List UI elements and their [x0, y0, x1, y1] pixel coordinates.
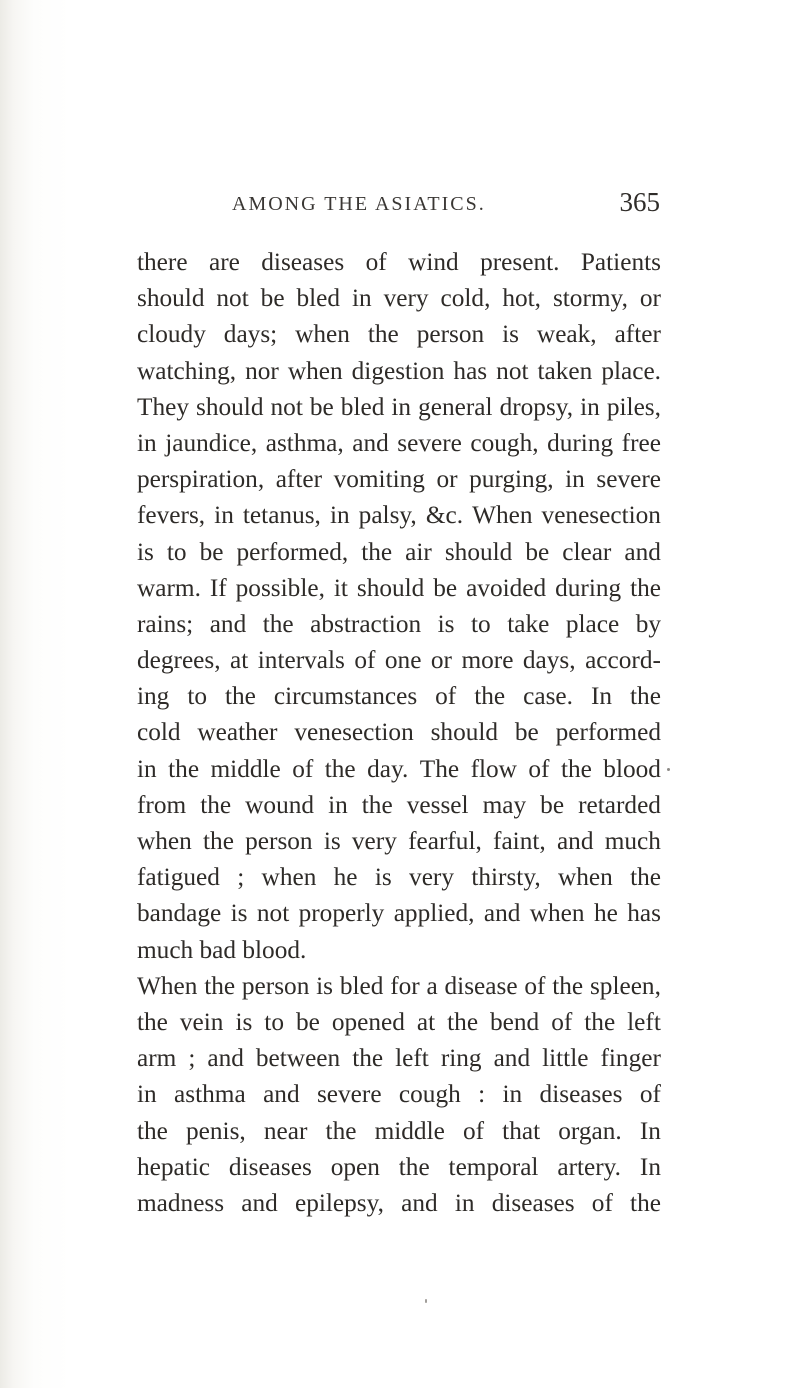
text-line — [137, 280, 661, 316]
word: properly — [298, 899, 385, 928]
word: when — [557, 863, 613, 892]
word: in — [391, 392, 412, 421]
word: If — [209, 573, 227, 602]
word: by — [635, 609, 661, 638]
word: wound — [245, 790, 315, 819]
word: left — [627, 1007, 661, 1036]
word: the — [398, 1152, 430, 1181]
word: for — [390, 971, 420, 1000]
word: applied, — [393, 899, 475, 928]
word: taken — [537, 356, 593, 385]
word: and — [493, 1044, 531, 1073]
word: nor — [245, 356, 279, 385]
word: retarded — [578, 790, 661, 819]
paper-speck — [425, 1299, 427, 1303]
word: in — [214, 501, 234, 530]
word: air — [405, 537, 432, 566]
word: In — [590, 682, 613, 711]
text-line — [137, 461, 661, 497]
word: the — [262, 609, 294, 638]
word: diseases — [491, 1188, 575, 1217]
word: cold — [137, 718, 181, 747]
word: performed — [555, 718, 661, 747]
word: middle — [210, 754, 281, 783]
word: and — [352, 428, 389, 457]
word: more — [461, 646, 514, 675]
word: is — [437, 609, 455, 638]
word: They — [137, 392, 189, 421]
text-line — [137, 1149, 661, 1185]
word: and — [483, 899, 521, 928]
word: of — [365, 248, 387, 276]
text-line — [137, 1185, 661, 1221]
word: should — [196, 392, 264, 421]
word: to — [166, 537, 187, 566]
text-line — [137, 353, 661, 389]
word: penis, — [186, 1116, 246, 1145]
text-line — [137, 497, 661, 533]
word: hepatic — [137, 1152, 211, 1181]
word: avoided — [466, 573, 547, 602]
word: weather — [197, 718, 278, 747]
word: the — [552, 971, 584, 1000]
word: and — [556, 827, 594, 855]
word: to — [264, 1007, 284, 1036]
word: and — [401, 1188, 438, 1217]
word: during — [547, 428, 614, 457]
word: middle — [374, 1116, 445, 1145]
word: circumstances — [273, 682, 418, 711]
word: and — [207, 1044, 244, 1073]
word: is — [323, 827, 341, 855]
text-line — [137, 1076, 661, 1112]
text-line — [137, 714, 661, 750]
word: is — [230, 899, 248, 928]
word: bled — [296, 284, 341, 313]
word: be — [295, 1007, 320, 1036]
paper-speck — [667, 768, 670, 771]
word: not — [270, 392, 303, 421]
word: purging, — [469, 465, 554, 494]
text-line — [137, 787, 661, 823]
word: and — [209, 609, 247, 638]
text-line — [137, 1040, 661, 1076]
word: during — [555, 573, 622, 602]
word: madness — [137, 1188, 225, 1217]
word: days, — [522, 646, 576, 675]
word: arm — [137, 1044, 177, 1073]
word: venesection — [541, 501, 661, 530]
word: place — [565, 609, 620, 638]
word: diseases — [261, 248, 345, 276]
word: after — [614, 320, 661, 349]
word: open — [330, 1152, 380, 1181]
word: severe — [397, 428, 462, 457]
word: vomiting — [333, 465, 425, 494]
word: jaundice, — [165, 428, 258, 457]
word: when — [529, 899, 585, 928]
text-line — [137, 642, 661, 678]
text-line — [137, 316, 661, 352]
word: of — [551, 1007, 573, 1036]
word: day. — [367, 754, 409, 783]
word: Patients — [580, 248, 661, 276]
word: disease — [444, 971, 518, 1000]
text-line — [137, 678, 661, 714]
word: in — [137, 754, 157, 783]
word: be — [260, 284, 285, 313]
text-line — [137, 859, 661, 895]
word: be — [433, 573, 458, 602]
word: severe — [316, 1080, 382, 1109]
word: may — [482, 790, 527, 819]
word: the — [200, 790, 232, 819]
word: that — [502, 1116, 541, 1145]
word: the — [224, 682, 256, 711]
word: vein — [179, 1007, 224, 1036]
word: ing — [137, 682, 170, 711]
word: bandage — [137, 899, 222, 928]
word: days; — [223, 320, 278, 349]
word: is — [502, 320, 519, 349]
word: very — [351, 827, 397, 855]
word: the — [203, 827, 234, 855]
word: cough, — [470, 428, 539, 457]
text-line — [137, 932, 661, 968]
word: of — [435, 682, 457, 711]
word: he — [593, 899, 618, 928]
word: person — [241, 971, 310, 1000]
word: not — [216, 284, 249, 313]
word: clear — [562, 537, 612, 566]
word: abstraction — [310, 609, 422, 638]
word: possible, — [235, 573, 325, 602]
word: The — [419, 754, 460, 783]
word: is — [137, 537, 154, 566]
text-line — [137, 425, 661, 461]
word: &c. — [425, 501, 464, 530]
word: has — [453, 356, 488, 385]
word: general — [418, 392, 493, 421]
word: the — [630, 863, 661, 892]
word: or — [436, 465, 458, 494]
word: of — [354, 646, 376, 675]
word: vessel — [406, 790, 469, 819]
word: after — [275, 465, 323, 494]
word: is — [374, 863, 392, 892]
word: the — [168, 754, 200, 783]
word: be — [199, 537, 224, 566]
text-line — [137, 1004, 661, 1040]
word: the — [474, 682, 506, 711]
word: cloudy — [137, 320, 206, 349]
word: the — [584, 1007, 616, 1036]
word: When — [137, 971, 198, 1000]
word: when — [295, 320, 350, 349]
word: of — [528, 754, 550, 783]
word: one — [384, 646, 422, 675]
word: of — [292, 754, 314, 783]
word: organ. — [558, 1116, 622, 1145]
word: in — [352, 284, 372, 313]
word: wind — [408, 248, 459, 276]
word: the — [352, 1044, 384, 1073]
word: in — [454, 1188, 475, 1217]
running-title: AMONG THE ASIATICS. — [232, 193, 486, 215]
word: finger — [600, 1044, 661, 1073]
word: When — [472, 501, 533, 530]
word: bled — [339, 971, 384, 1000]
word: not — [256, 899, 290, 928]
word: the — [325, 1116, 357, 1145]
word: is — [235, 1007, 253, 1036]
word: in — [580, 392, 600, 421]
word: when — [261, 863, 317, 892]
word: severe — [596, 465, 661, 494]
text-line — [137, 244, 661, 280]
word: and — [624, 537, 661, 566]
word: in — [502, 1080, 523, 1109]
word: the — [137, 1116, 168, 1145]
word: accord- — [585, 646, 661, 675]
word: weak, — [536, 320, 597, 349]
text-line — [137, 534, 661, 570]
word: asthma, — [265, 428, 344, 457]
word: cough — [398, 1080, 461, 1109]
word: watching, — [137, 356, 237, 385]
word: blood — [603, 754, 661, 783]
word: very — [383, 284, 429, 313]
word: should — [444, 537, 513, 566]
word: it — [333, 573, 348, 602]
word: from — [137, 790, 187, 819]
word: to — [187, 682, 207, 711]
word: the — [630, 1188, 661, 1217]
text-line — [137, 389, 661, 425]
word: at — [416, 1007, 436, 1036]
word: be — [514, 718, 539, 747]
word: fatigued — [137, 863, 220, 892]
word: ; — [237, 863, 245, 892]
word: the — [204, 971, 236, 1000]
word: the — [560, 754, 592, 783]
word: free — [621, 428, 661, 457]
text-line — [137, 968, 661, 1004]
word: take — [507, 609, 550, 638]
word: not — [496, 356, 529, 385]
word: place. — [601, 356, 661, 385]
word: in — [328, 790, 348, 819]
word: stormy, — [552, 284, 628, 313]
word: of — [591, 1188, 613, 1217]
word: the — [361, 537, 393, 566]
word: person — [416, 320, 485, 349]
word: or — [430, 646, 452, 675]
word: fearful, — [408, 827, 482, 855]
word: asthma — [174, 1080, 246, 1109]
word: spleen, — [589, 971, 661, 1000]
word: present. — [480, 248, 560, 276]
word: little — [542, 1044, 589, 1073]
word: performed, — [236, 537, 349, 566]
word: in — [137, 1080, 157, 1109]
word: rains; — [137, 609, 194, 638]
word: when — [287, 356, 343, 385]
word: perspiration, — [137, 465, 265, 494]
word: or — [639, 284, 661, 313]
word: temporal — [448, 1152, 539, 1181]
word: degrees, — [137, 646, 221, 675]
word: very — [409, 863, 454, 892]
word: a — [426, 971, 438, 1000]
word: of — [462, 1116, 485, 1145]
word: intervals — [257, 646, 345, 675]
word: of — [639, 1080, 661, 1109]
word: near — [263, 1116, 308, 1145]
word: faint, — [493, 827, 546, 855]
word: piles, — [606, 392, 661, 421]
word: ring — [440, 1044, 482, 1073]
word: bend — [490, 1007, 540, 1036]
word: has — [627, 899, 661, 928]
word: and — [241, 1188, 278, 1217]
word: diseases — [228, 1152, 312, 1181]
word: fevers, — [137, 501, 206, 530]
text-line — [137, 895, 661, 931]
word: diseases — [539, 1080, 623, 1109]
word: warm. — [137, 573, 201, 602]
page-number: 365 — [619, 187, 660, 217]
word: left — [395, 1044, 429, 1073]
text-line-content: much bad blood. — [137, 935, 307, 964]
word: there — [137, 248, 188, 276]
word: bled — [340, 392, 385, 421]
word: be — [540, 790, 565, 819]
word: In — [639, 1116, 661, 1145]
word: should — [137, 284, 205, 313]
word: the — [361, 790, 393, 819]
word: digestion — [351, 356, 445, 385]
word: should — [356, 573, 425, 602]
word: the — [324, 754, 356, 783]
text-line — [137, 823, 661, 859]
word: cold, — [440, 284, 491, 313]
word: hot, — [502, 284, 541, 313]
word: thirsty, — [471, 863, 541, 892]
word: venesection — [294, 718, 414, 747]
word: be — [525, 537, 550, 566]
word: person — [245, 827, 313, 855]
word: flow — [470, 754, 517, 783]
word: in — [329, 501, 350, 530]
word: at — [230, 646, 249, 675]
text-line — [137, 751, 661, 787]
word: case. — [523, 682, 573, 711]
word: in — [565, 465, 585, 494]
word: tetanus, — [242, 501, 321, 530]
word: to — [471, 609, 491, 638]
word: the — [630, 682, 661, 711]
word: epilepsy, — [295, 1188, 384, 1217]
body-text — [137, 244, 661, 1221]
word: : — [478, 1080, 486, 1109]
word: between — [255, 1044, 341, 1073]
word: artery. — [557, 1152, 622, 1181]
text-line — [137, 570, 661, 606]
word: he — [333, 863, 358, 892]
word: the — [367, 320, 399, 349]
word: in — [137, 428, 157, 457]
word: In — [639, 1152, 661, 1181]
running-head — [232, 187, 660, 227]
word: are — [208, 248, 240, 276]
text-line — [137, 606, 661, 642]
word: the — [630, 573, 661, 602]
word: should — [430, 718, 499, 747]
word: is — [316, 971, 334, 1000]
text-line — [137, 1113, 661, 1149]
word: opened — [331, 1007, 405, 1036]
word: dropsy, — [499, 392, 574, 421]
word: ; — [188, 1044, 196, 1073]
word: palsy, — [358, 501, 417, 530]
word: the — [137, 1007, 168, 1036]
word: of — [524, 971, 546, 1000]
word: be — [309, 392, 334, 421]
word: much — [604, 827, 661, 855]
word: the — [447, 1007, 479, 1036]
word: and — [263, 1080, 300, 1109]
word: when — [137, 827, 192, 855]
